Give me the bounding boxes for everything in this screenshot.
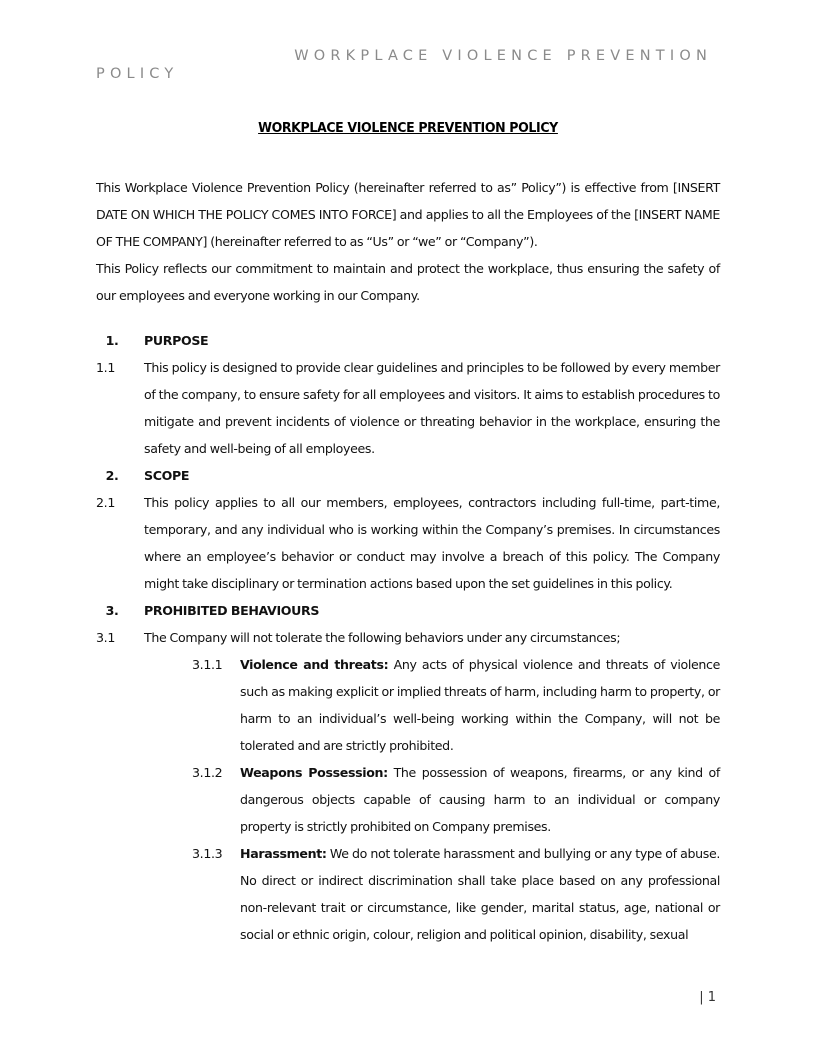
page-number: | 1 [699, 990, 716, 1005]
clause-number: 2.1 [96, 495, 115, 510]
scope-heading-text: SCOPE [144, 468, 190, 483]
subclause-body: We do not tolerate harassment and bullying or any type of abuse. No direct or indirect discrimination shall take place based on any professional non-relevant trait or circumstance, like gender, marital status, age, national or social or ethnic origin, colour, religion and political opinion, disability, sexual [240, 846, 720, 942]
subclause-harassment [192, 840, 720, 948]
purpose-heading [96, 327, 720, 354]
clause-text: The Company will not tolerate the following behaviors under any circumstances; [144, 630, 621, 645]
purpose-clause-1 [96, 354, 720, 462]
prohibited-clause-1 [96, 624, 720, 651]
purpose-heading-text: PURPOSE [144, 333, 209, 348]
subclause-body: The possession of weapons, firearms, or any kind of dangerous objects capable of causing harm to an individual or company property is strictly prohibited on Company premises. [240, 765, 720, 834]
clause-text: This policy applies to all our members, employees, contractors including full-time, part-time, temporary, and any individual who is working within the Company’s premises. In circumstances where an employee’s behavior or conduct may involve a breach of this policy. The Company might take disciplinary or termination actions based upon the set guidelines in this policy. [144, 495, 720, 591]
purpose-heading-number: 1. [105, 333, 119, 348]
clause-text: This policy is designed to provide clear guidelines and principles to be followed by every member of the company, to ensure safety for all employees and visitors. It aims to establish procedures to mitigate and prevent incidents of violence or threating behavior in the workplace, ensuring the safety and well-being of all employees. [144, 360, 720, 456]
intro-paragraph-2: This Policy reflects our commitment to maintain and protect the workplace, thus ensuring the safety of our employees and everyone working in our Company. [96, 261, 720, 303]
scope-heading-number: 2. [105, 468, 119, 483]
subclause-label: Harassment: [240, 846, 327, 861]
subclause-number: 3.1.2 [192, 765, 223, 780]
clause-number: 3.1 [96, 630, 115, 645]
subclause-weapons-possession [192, 759, 720, 840]
scope-heading [96, 462, 720, 489]
prohibited-heading-number: 3. [105, 603, 119, 618]
intro-paragraph-1: This Workplace Violence Prevention Policy (hereinafter referred to as” Policy”) is effective from [INSERT DATE ON WHICH THE POLICY COMES INTO FORCE] and applies to all the Employees of the [INSERT NAME OF THE COMPANY] (hereinafter referred to as “Us” or “we” or “Company”). [96, 180, 720, 249]
running-header [96, 47, 720, 83]
purpose-section [96, 327, 720, 948]
subclause-label: Violence and threats: [240, 657, 389, 672]
subclause-body: Any acts of physical violence and threats of violence such as making explicit or implied threats of harm, including harm to property, or harm to an individual’s well-being working within the Company, will not be tolerated and are strictly prohibited. [240, 657, 720, 753]
subclause-text [240, 759, 720, 840]
subclause-text [240, 651, 720, 759]
clause-number: 1.1 [96, 360, 115, 375]
subclause-number: 3.1.3 [192, 846, 223, 861]
prohibited-heading-text: PROHIBITED BEHAVIOURS [144, 603, 320, 618]
intro-section [96, 174, 720, 309]
prohibited-heading [96, 597, 720, 624]
running-header-line1: WORKPLACE VIOLENCE PREVENTION [294, 48, 712, 64]
subclause-label: Weapons Possession: [240, 765, 388, 780]
subclause-violence-threats [192, 651, 720, 759]
subclause-text [240, 840, 720, 948]
running-header-line2: POLICY [96, 66, 179, 82]
scope-clause-1 [96, 489, 720, 597]
subclause-number: 3.1.1 [192, 657, 223, 672]
document-title: WORKPLACE VIOLENCE PREVENTION POLICY [258, 120, 558, 136]
